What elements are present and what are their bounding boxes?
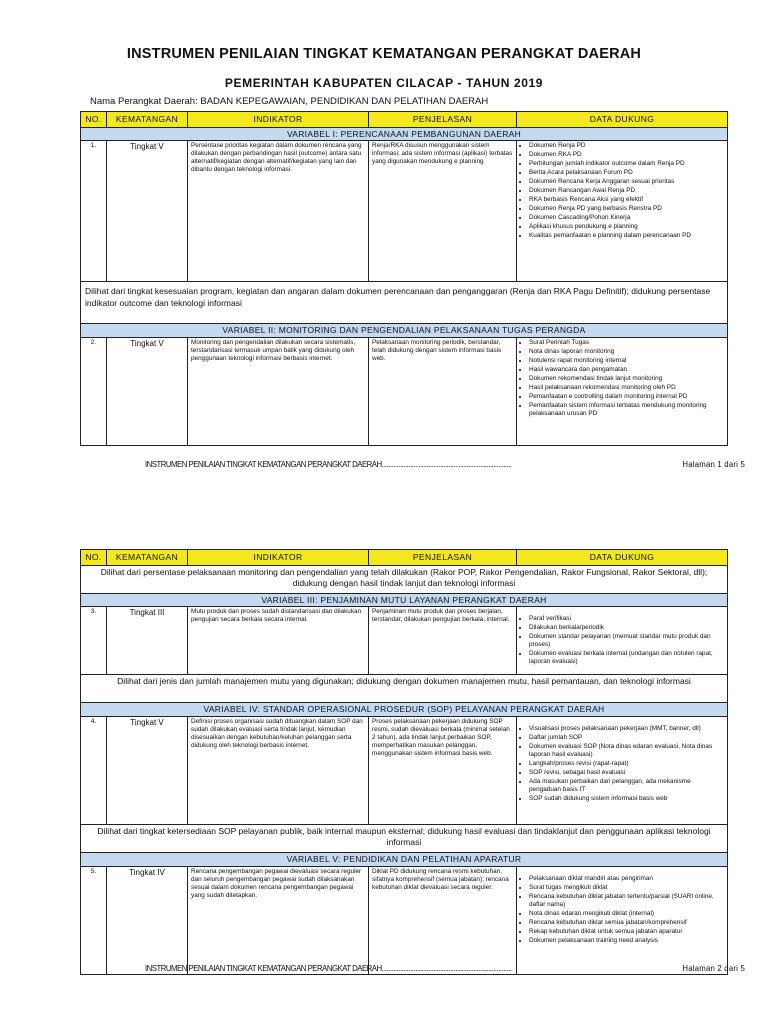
variable-title: VARIABEL II: MONITORING DAN PENGENDALIAN PELAKSANAAN TUGAS PERANGDA [81, 324, 728, 338]
row-penjelasan: Penjaminan mutu produk dan proses berjalan, terstandar, dilakukan pengujian berkala, internal. [369, 607, 517, 675]
row-indikator: Rencana pengembangan pegawai dievaluasi secara reguler dan seluruh pengembangan pegawai sudah dilaksanakan sesuai dalam dokumen rencana pengembangan pegawai yang sudah ditetapkan. [188, 866, 369, 974]
row-number: 2. [81, 337, 107, 445]
page-footer [145, 964, 745, 973]
list-item: • Dokumen evaluasi SOP (Nota dinas edaran evaluasi, Nota dinas laporan hasil evaluasi) [529, 743, 724, 759]
variable-row [81, 852, 728, 866]
assessment-table-page-2 [80, 549, 728, 975]
row-indikator: Persentase prioritas kegiatan dalam dokumen rencana yang dilakukan dengan perbandingan hasil (outcome) antara satu alternatif/kegiatan dengan alternatif/kegiatan yang lain dan dibantu dengan teknologi informasi. [188, 141, 369, 282]
data-dukung-list [520, 875, 724, 945]
list-item: • Pemanfaatan e controlling dalam monitoring internal PD [529, 393, 724, 401]
row-data-dukung [517, 866, 728, 974]
list-item: • Pelaksanaan diklat mandiri atau pengiriman [529, 875, 724, 883]
list-item: • Pemanfaatan sistem informasi terbatas mendukung monitoring pelaksanaan urusan PD [529, 402, 724, 418]
variable-note: Dilihat dari jenis dan jumlah manajemen mutu yang digunakan; didukung dengan dokumen manajemen mutu, hasil pemantauan, dan teknologi informasi [81, 675, 728, 703]
row-data-dukung [517, 607, 728, 675]
list-item: • Nota dinas laporan monitoring [529, 348, 724, 356]
variable-row [81, 593, 728, 607]
row-indikator: Monitoring dan pengendalian dilakukan secara sistematis, terstandarisasi termasuk umpan balik yang didukung oleh penggunaan teknologi informasi berbasis internet. [188, 337, 369, 445]
list-item: • Notulensi rapat monitoring internal [529, 357, 724, 365]
table-header-row [81, 112, 728, 128]
column-header-data-dukung: DATA DUKUNG [517, 550, 728, 566]
list-item: • Dokumen Rancangan Awal Renja PD [529, 187, 724, 195]
column-header-indikator: INDIKATOR [188, 550, 369, 566]
assessment-table-page-1 [80, 111, 728, 446]
row-penjelasan: Pelaksanaan monitoring periodik, berstandar, telah didukung dengan sistem informasi basis web. [369, 337, 517, 445]
note-row [81, 824, 728, 852]
row-number: 1. [81, 141, 107, 282]
table-row [81, 866, 728, 974]
list-item: • SOP sudah didukung sistem informasi basis web [529, 795, 724, 803]
list-item: • Daftar jumlah SOP [529, 734, 724, 742]
column-header-penjelasan: PENJELASAN [369, 112, 517, 128]
data-dukung-list [520, 339, 724, 418]
row-number: 4. [81, 716, 107, 824]
list-item: • Surat tugas mengikuti diklat [529, 884, 724, 892]
row-data-dukung [517, 716, 728, 824]
column-header-penjelasan: PENJELASAN [369, 550, 517, 566]
row-kematangan: Tingkat V [107, 141, 188, 282]
row-indikator: Mutu produk dan proses sudah distandarisasi dan dilakukan pengujian secara berkala secara internal. [188, 607, 369, 675]
list-item: • Dilakukan berkala/periodik [529, 624, 724, 632]
variable-title: VARIABEL III: PENJAMINAN MUTU LAYANAN PERANGKAT DAERAH [81, 593, 728, 607]
list-item: • Rencana kebutuhan diklat jabatan tertentu/parsial (SUARI online, daftar nama) [529, 893, 724, 909]
list-item: • Dokumen rekomendasi tindak lanjut monitoring [529, 375, 724, 383]
variable-row [81, 324, 728, 338]
row-kematangan: Tingkat IV [107, 866, 188, 974]
list-item: • Hasil pelaksanaan rekomendasi monitoring oleh PD [529, 384, 724, 392]
column-header-no: NO. [81, 550, 107, 566]
data-dukung-list [520, 725, 724, 803]
row-kematangan: Tingkat III [107, 607, 188, 675]
data-dukung-list [520, 142, 724, 240]
variable-row [81, 127, 728, 141]
column-header-no: NO. [81, 112, 107, 128]
variable-note: Dilihat dari tingkat ketersediaan SOP pelayanan publik, baik internal maupun eksternal; didukung hasil evaluasi dan tindaklanjut dan penggunaan aplikasi teknologi informasi [81, 824, 728, 852]
document-subtitle: PEMERINTAH KABUPATEN CILACAP - TAHUN 2019 [224, 76, 544, 90]
list-item: • Dokumen Renja PD [529, 142, 724, 150]
row-penjelasan: Diklat PD didukung rencana resmi kebutuhan, sifatnya komprehensif (semua jabatan); rencana kebutuhan diklat dievaluasi secara reguler. [369, 866, 517, 974]
column-header-kematangan: KEMATANGAN [107, 550, 188, 566]
list-item: • Paraf verifikasi [529, 615, 724, 623]
page-footer [145, 460, 745, 469]
row-indikator: Definisi proses organisasi sudah dituangkan dalam SOP dan sudah dilakukan evaluasi serta tindak lanjut, kemudian disesuaikan dengan kebutuhan/keluhan pelanggan serta didukung oleh teknologi berbasis internet. [188, 716, 369, 824]
list-item: • Perhitungan jumlah indikator outcome dalam Renja PD [529, 160, 724, 168]
row-penjelasan: Proses pelaksanaan pekerjaan didukung SOP resmi, sudah dievaluasi berkala (minimal setelah 2 tahun), ada tindak lanjut perbaikan SOP, memperhatikan masukan pelanggan, menggunakan sistem informasi basis web. [369, 716, 517, 824]
variable-title: VARIABEL I: PERENCANAAN PEMBANGUNAN DAERAH [81, 127, 728, 141]
list-item: • Aplikasi khusus pendukung e planning [529, 223, 724, 231]
row-data-dukung [517, 141, 728, 282]
list-item: • Rencana kebutuhan diklat semua jabatan/komprehensif [529, 919, 724, 927]
note-row [81, 282, 728, 324]
row-number: 5. [81, 866, 107, 974]
list-item: • Dokumen RKA PD [529, 151, 724, 159]
row-penjelasan: Renja/RKA disusun menggunakan sistem informasi; ada sistem informasi (aplikasi) terbatas yang digunakan mendukung e planning [369, 141, 517, 282]
footer-text: INSTRUMEN PENILAIAN TINGKAT KEMATANGAN PERANGKAT DAERAH.............................................................................. [145, 964, 512, 973]
table-row [81, 716, 728, 824]
list-item: • Langkah/proses revisi (rapat-rapat) [529, 760, 724, 768]
row-number: 3. [81, 607, 107, 675]
list-item: • Dokumen Renja PD yang berbasis Renstra PD [529, 205, 724, 213]
variable-title: VARIABEL V: PENDIDIKAN DAN PELATIHAN APARATUR [81, 852, 728, 866]
note-row [81, 675, 728, 703]
list-item: • Hasil wawancara dan pengamatan [529, 366, 724, 374]
variable-title: VARIABEL IV: STANDAR OPERASIONAL PROSEDUR (SOP) PELAYANAN PERANGKAT DAERAH [81, 703, 728, 717]
variable-row [81, 703, 728, 717]
variable-note: Dilihat dari persentase pelaksanaan monitoring dan pengendalian yang telah dilakukan (Rakor POP, Rakor Pengendalian, Rakor Fungsional, Rakor Sektoral, dll); didukung dengan hasil tindak lanjut dan teknologi informasi [81, 565, 728, 593]
list-item: • Visualisasi proses pelaksanaan pekerjaan (MMT, banner, dll) [529, 725, 724, 733]
list-item: • Dokumen standar pelayanan (memuat standar mutu produk dan proses) [529, 633, 724, 649]
list-item: • Dokumen Rencana Kerja Anggaran sesuai prioritas [529, 178, 724, 186]
list-item: • Berita Acara pelaksanaan Forum PD [529, 169, 724, 177]
column-header-indikator: INDIKATOR [188, 112, 369, 128]
column-header-data-dukung: DATA DUKUNG [517, 112, 728, 128]
list-item: • Surat Perintah Tugas [529, 339, 724, 347]
document-title: INSTRUMEN PENILAIAN TINGKAT KEMATANGAN PERANGKAT DAERAH [126, 46, 642, 62]
page-number: Halaman 2 dari 5 [682, 964, 745, 973]
variable-note: Dilihat dari tingkat kesesuaian program, kegiatan dan angaran dalam dokumen perencanaan dan penganggaran (Renja dan RKA Pagu Definitif); didukung persentase indikator outcome dan teknologi informasi [81, 282, 728, 324]
list-item: • SOP revisi, sebagai hasil evaluasi [529, 769, 724, 777]
list-item: • Dokumen Cascading/Pohon Kinerja [529, 214, 724, 222]
table-row [81, 337, 728, 445]
list-item: • Kualitas pemanfaatan e planning dalam perencanaan PD [529, 232, 724, 240]
note-row [81, 565, 728, 593]
data-dukung-list [520, 615, 724, 666]
table-row [81, 141, 728, 282]
document-page-2 [0, 520, 768, 1024]
document-page-1 [0, 0, 768, 490]
row-data-dukung [517, 337, 728, 445]
list-item: • Ada masukan perbaikan dari pelanggan, ada mekanisme pengaduan basis IT [529, 778, 724, 794]
column-header-kematangan: KEMATANGAN [107, 112, 188, 128]
row-kematangan: Tingkat V [107, 337, 188, 445]
footer-text: INSTRUMEN PENILAIAN TINGKAT KEMATANGAN PERANGKAT DAERAH.............................................................................. [145, 460, 512, 469]
table-row [81, 607, 728, 675]
list-item: • RKA berbasis Rencana Aksi yang efektif [529, 196, 724, 204]
list-item: • Dokumen evaluasi berkala internal (undangan dan notulen rapat, laporan evaluasi) [529, 650, 724, 666]
list-item: • Rekap kebutuhan diklat untuk semua jabatan aparatur [529, 928, 724, 936]
page-number: Halaman 1 dari 5 [682, 460, 745, 469]
row-kematangan: Tingkat V [107, 716, 188, 824]
list-item: • Dokumen pelaksanaan training need analysis [529, 937, 724, 945]
table-header-row [81, 550, 728, 566]
unit-label: Nama Perangkat Daerah: BADAN KEPEGAWAIAN, PENDIDIKAN DAN PELATIHAN DAERAH [90, 96, 489, 107]
list-item: • Nota dinas edaran mengikuti diklat (internal) [529, 910, 724, 918]
